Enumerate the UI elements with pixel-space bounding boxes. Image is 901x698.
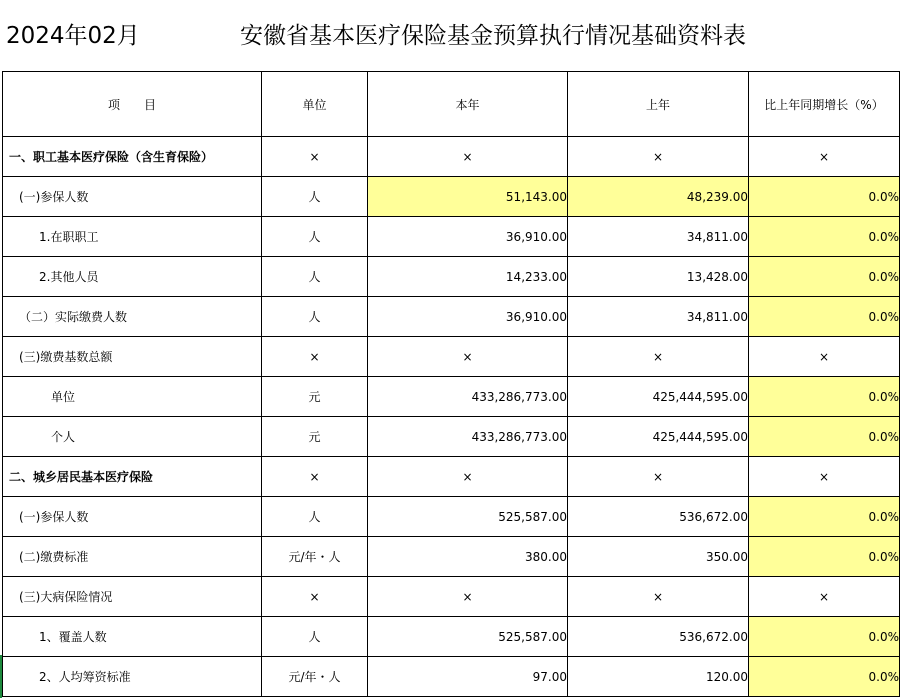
table-row [3,297,900,337]
cell-growth[interactable]: 0.0% [749,377,900,417]
cell-unit[interactable]: × [262,457,368,497]
table-row [3,377,900,417]
cell-unit[interactable]: 人 [262,297,368,337]
cell-item[interactable]: (二)缴费标准 [3,537,262,577]
cell-previous-year[interactable]: 34,811.00 [568,297,749,337]
table-header-row [3,72,900,137]
cell-item[interactable]: (三)缴费基数总额 [3,337,262,377]
cell-unit[interactable]: 元 [262,377,368,417]
cell-unit[interactable]: × [262,337,368,377]
sheet-header [0,0,901,70]
cell-item[interactable]: 1.在职职工 [3,217,262,257]
cell-growth[interactable]: 0.0% [749,217,900,257]
cell-current-year[interactable]: 36,910.00 [368,217,568,257]
table-row [3,657,900,697]
cell-previous-year[interactable]: 425,444,595.00 [568,377,749,417]
cell-item[interactable]: 1、覆盖人数 [3,617,262,657]
column-header-unit[interactable]: 单位 [262,72,368,137]
cell-growth[interactable]: × [749,457,900,497]
cell-unit[interactable]: 元/年・人 [262,537,368,577]
table-row [3,137,900,177]
cell-item[interactable]: 个人 [3,417,262,457]
cell-current-year[interactable]: × [368,137,568,177]
cell-current-year[interactable]: 97.00 [368,657,568,697]
cell-unit[interactable]: 元/年・人 [262,657,368,697]
cell-growth[interactable]: 0.0% [749,177,900,217]
cell-previous-year[interactable]: × [568,457,749,497]
column-header-growth[interactable]: 比上年同期增长（%） [749,72,900,137]
cell-unit[interactable]: 元 [262,417,368,457]
cell-unit[interactable]: 人 [262,257,368,297]
cell-previous-year[interactable]: × [568,577,749,617]
cell-item[interactable]: 2.其他人员 [3,257,262,297]
cell-unit[interactable]: × [262,577,368,617]
cell-item[interactable]: 二、城乡居民基本医疗保险 [3,457,262,497]
table-row [3,617,900,657]
cell-previous-year[interactable]: × [568,137,749,177]
cell-growth[interactable]: 0.0% [749,297,900,337]
cell-item[interactable]: (一)参保人数 [3,177,262,217]
cell-unit[interactable]: × [262,137,368,177]
table-row [3,217,900,257]
column-header-previous-year[interactable]: 上年 [568,72,749,137]
cell-unit[interactable]: 人 [262,217,368,257]
cell-growth[interactable]: 0.0% [749,497,900,537]
cell-previous-year[interactable]: 425,444,595.00 [568,417,749,457]
cell-current-year[interactable]: 36,910.00 [368,297,568,337]
table-row [3,537,900,577]
cell-current-year[interactable]: 380.00 [368,537,568,577]
cell-current-year[interactable]: 433,286,773.00 [368,417,568,457]
cell-current-year[interactable]: 525,587.00 [368,497,568,537]
table-row [3,497,900,537]
cell-previous-year[interactable]: 350.00 [568,537,749,577]
cell-item[interactable]: 2、人均筹资标准 [3,657,262,697]
table-row [3,257,900,297]
cell-previous-year[interactable]: × [568,337,749,377]
cell-item[interactable]: (三)大病保险情况 [3,577,262,617]
column-header-current-year[interactable]: 本年 [368,72,568,137]
cell-previous-year[interactable]: 120.00 [568,657,749,697]
cell-unit[interactable]: 人 [262,617,368,657]
cell-item[interactable]: 单位 [3,377,262,417]
cell-previous-year[interactable]: 536,672.00 [568,497,749,537]
table-row [3,177,900,217]
row-selection-marker [0,655,2,698]
table-row [3,577,900,617]
cell-growth[interactable]: 0.0% [749,257,900,297]
cell-unit[interactable]: 人 [262,177,368,217]
cell-previous-year[interactable]: 34,811.00 [568,217,749,257]
cell-current-year[interactable]: 525,587.00 [368,617,568,657]
cell-item[interactable]: （二）实际缴费人数 [3,297,262,337]
table-row [3,337,900,377]
report-title: 安徽省基本医疗保险基金预算执行情况基础资料表 [240,23,746,49]
cell-current-year[interactable]: × [368,457,568,497]
column-header-item[interactable]: 项 目 [3,72,262,137]
table-row [3,417,900,457]
cell-growth[interactable]: 0.0% [749,417,900,457]
cell-unit[interactable]: 人 [262,497,368,537]
cell-growth[interactable]: × [749,337,900,377]
cell-item[interactable]: (一)参保人数 [3,497,262,537]
cell-item[interactable]: 一、职工基本医疗保险（含生育保险） [3,137,262,177]
cell-current-year[interactable]: 14,233.00 [368,257,568,297]
cell-current-year[interactable]: 51,143.00 [368,177,568,217]
cell-previous-year[interactable]: 536,672.00 [568,617,749,657]
cell-growth[interactable]: 0.0% [749,657,900,697]
cell-previous-year[interactable]: 13,428.00 [568,257,749,297]
cell-current-year[interactable]: × [368,337,568,377]
report-period: 2024年02月 [6,23,140,49]
cell-growth[interactable]: 0.0% [749,617,900,657]
cell-current-year[interactable]: × [368,577,568,617]
cell-current-year[interactable]: 433,286,773.00 [368,377,568,417]
cell-previous-year[interactable]: 48,239.00 [568,177,749,217]
table-row [3,457,900,497]
cell-growth[interactable]: × [749,577,900,617]
cell-growth[interactable]: × [749,137,900,177]
budget-table [2,71,900,697]
cell-growth[interactable]: 0.0% [749,537,900,577]
